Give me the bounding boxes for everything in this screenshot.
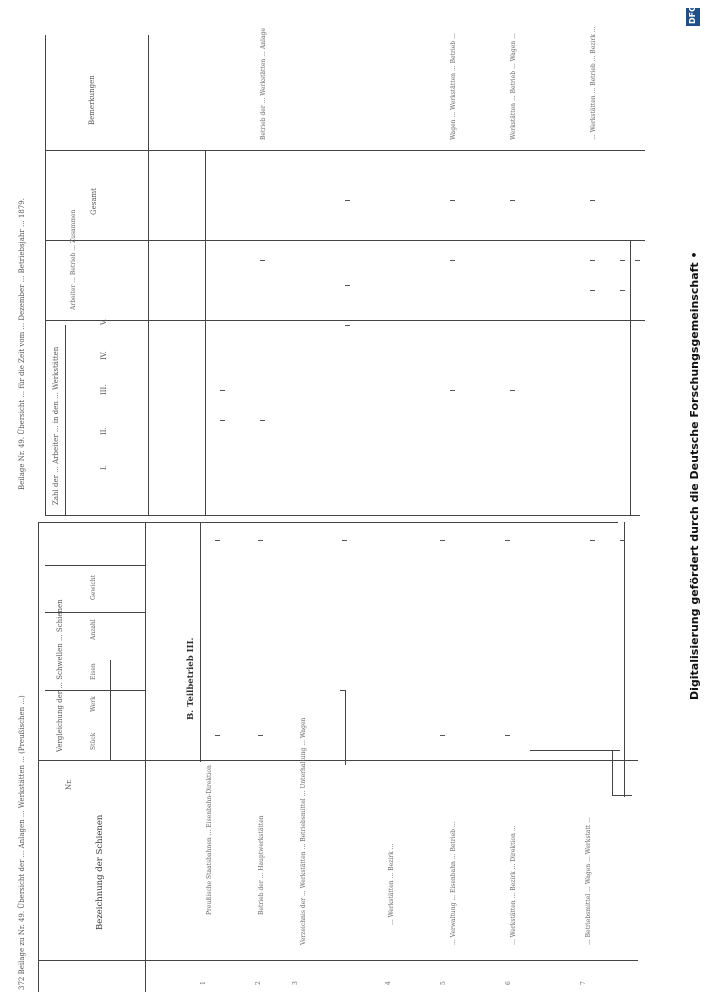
empty-cell-dash bbox=[510, 200, 515, 201]
left-frame-line bbox=[612, 750, 613, 795]
empty-cell-dash bbox=[260, 260, 265, 261]
group-header: Vergleichung der ... Schwellen ... Schienen bbox=[56, 599, 64, 752]
col-header-I: I. bbox=[100, 465, 108, 470]
row-label: ... Werkstätten ... Bezirk ... Direktion ... bbox=[510, 825, 517, 945]
col-header-IV: IV. bbox=[100, 351, 108, 360]
empty-cell-dash bbox=[590, 290, 595, 291]
empty-cell-dash bbox=[620, 260, 625, 261]
empty-cell-dash bbox=[635, 260, 640, 261]
left-frame-line bbox=[110, 660, 111, 760]
right-frame-line bbox=[65, 325, 66, 515]
stub-header: Bezeichnung der Schienen bbox=[95, 814, 105, 930]
left-frame-line bbox=[38, 960, 638, 961]
empty-cell-dash bbox=[345, 285, 350, 286]
row-label: ... Verwaltung ... Eisenbahn ... Betrieb ... bbox=[450, 821, 457, 945]
left-frame-line bbox=[624, 522, 625, 797]
remark: Betrieb der ... Werkstätten ... Anlage bbox=[260, 28, 267, 140]
right-frame-line bbox=[45, 35, 46, 515]
left-frame-line bbox=[38, 522, 39, 992]
right-frame-line bbox=[630, 375, 631, 475]
right-frame-line bbox=[45, 240, 645, 241]
left-frame-line bbox=[38, 760, 638, 761]
empty-cell-dash bbox=[440, 540, 445, 541]
col-header-III: III. bbox=[100, 384, 108, 395]
group-header: Zahl der ... Arbeiter ... in den ... Werkstätten bbox=[52, 346, 60, 505]
row-label: Verzeichnis der ... Werkstätten ... Betriebsmittel ... Unterhaltung ... Wagen bbox=[300, 717, 307, 945]
empty-cell-dash bbox=[510, 390, 515, 391]
empty-cell-dash bbox=[450, 390, 455, 391]
empty-cell-dash bbox=[345, 325, 350, 326]
empty-cell-dash bbox=[505, 735, 510, 736]
col-header-II: II. bbox=[100, 427, 108, 435]
right-frame-line bbox=[45, 150, 645, 151]
subcol-header: Stück bbox=[90, 732, 97, 750]
empty-cell-dash bbox=[345, 200, 350, 201]
left-frame-line bbox=[530, 750, 620, 751]
empty-cell-dash bbox=[590, 200, 595, 201]
left-frame-line bbox=[145, 522, 146, 992]
row-number: 5 bbox=[440, 981, 447, 985]
col-nr-header: Nr. bbox=[65, 779, 73, 790]
subcol-header: Anzahl bbox=[90, 619, 97, 640]
left-page-header: 372 Beilage zu Nr. 49. Übersicht der ... Anlagen ... Werkstätten ... (Preußischen ...) bbox=[18, 695, 26, 990]
right-frame-line bbox=[205, 150, 206, 515]
empty-cell-dash bbox=[215, 540, 220, 541]
subcol-header: Gewicht bbox=[90, 574, 97, 600]
row-number: 2 bbox=[255, 981, 262, 985]
left-frame-line bbox=[345, 690, 346, 765]
row-number: 4 bbox=[385, 981, 392, 985]
row-number: 7 bbox=[580, 981, 587, 985]
subcol-header: Eisen bbox=[90, 663, 97, 680]
col-header-extra: Arbeiter ... Betrieb ... Zusammen bbox=[70, 209, 77, 310]
empty-cell-dash bbox=[590, 260, 595, 261]
subcol-header: Werk bbox=[90, 696, 97, 712]
empty-cell-dash bbox=[450, 200, 455, 201]
row-number: 1 bbox=[200, 981, 207, 985]
row-number: 6 bbox=[505, 981, 512, 985]
empty-cell-dash bbox=[260, 420, 265, 421]
left-frame-line bbox=[45, 565, 145, 566]
empty-cell-dash bbox=[620, 540, 625, 541]
row-number: 3 bbox=[292, 981, 299, 985]
remark: ... Werkstätten ... Betrieb ... Bezirk ... bbox=[590, 26, 597, 140]
row-label: Preußische Staatsbahnen ... Eisenbahn-Direktion bbox=[206, 765, 213, 915]
col-header-V: V. bbox=[100, 318, 108, 325]
right-page-header: Beilage Nr. 49. Übersicht ... für die Zeit vom ... Dezember ... Betriebsjahr ... 1879. bbox=[18, 198, 26, 490]
empty-cell-dash bbox=[590, 540, 595, 541]
empty-cell-dash bbox=[258, 735, 263, 736]
left-frame-line bbox=[38, 522, 618, 523]
empty-cell-dash bbox=[258, 540, 263, 541]
left-frame-line bbox=[200, 522, 201, 762]
row-label: ... Werkstätten ... Bezirk ... bbox=[388, 843, 395, 925]
empty-cell-dash bbox=[450, 260, 455, 261]
right-frame-line bbox=[45, 515, 640, 516]
empty-cell-dash bbox=[342, 540, 347, 541]
empty-cell-dash bbox=[220, 390, 225, 391]
empty-cell-dash bbox=[440, 735, 445, 736]
remark: Wagen ... Werkstätten ... Betrieb ... bbox=[450, 33, 457, 140]
empty-cell-dash bbox=[220, 420, 225, 421]
row-label: ... Betriebsmittel ... Wagen ... Werkstatt ... bbox=[585, 817, 592, 945]
watermark-text: Digitalisierung gefördert durch die Deutsche Forschungsgemeinschaft • bbox=[688, 251, 701, 700]
dfg-logo-text: DFG bbox=[688, 5, 697, 24]
col-header-remarks: Bemerkungen bbox=[88, 75, 96, 125]
remark: Werkstätten ... Betrieb ... Wagen ... bbox=[510, 33, 517, 140]
left-frame-line bbox=[612, 795, 632, 796]
empty-cell-dash bbox=[505, 540, 510, 541]
empty-cell-dash bbox=[215, 735, 220, 736]
row-label: Betrieb der ... Hauptwerkstätten bbox=[258, 815, 265, 915]
col-header-total: Gesamt bbox=[90, 188, 98, 215]
right-frame-line bbox=[45, 320, 645, 321]
section-title: B. Teilbetrieb III. bbox=[186, 637, 196, 720]
empty-cell-dash bbox=[620, 290, 625, 291]
right-frame-line bbox=[148, 35, 149, 515]
